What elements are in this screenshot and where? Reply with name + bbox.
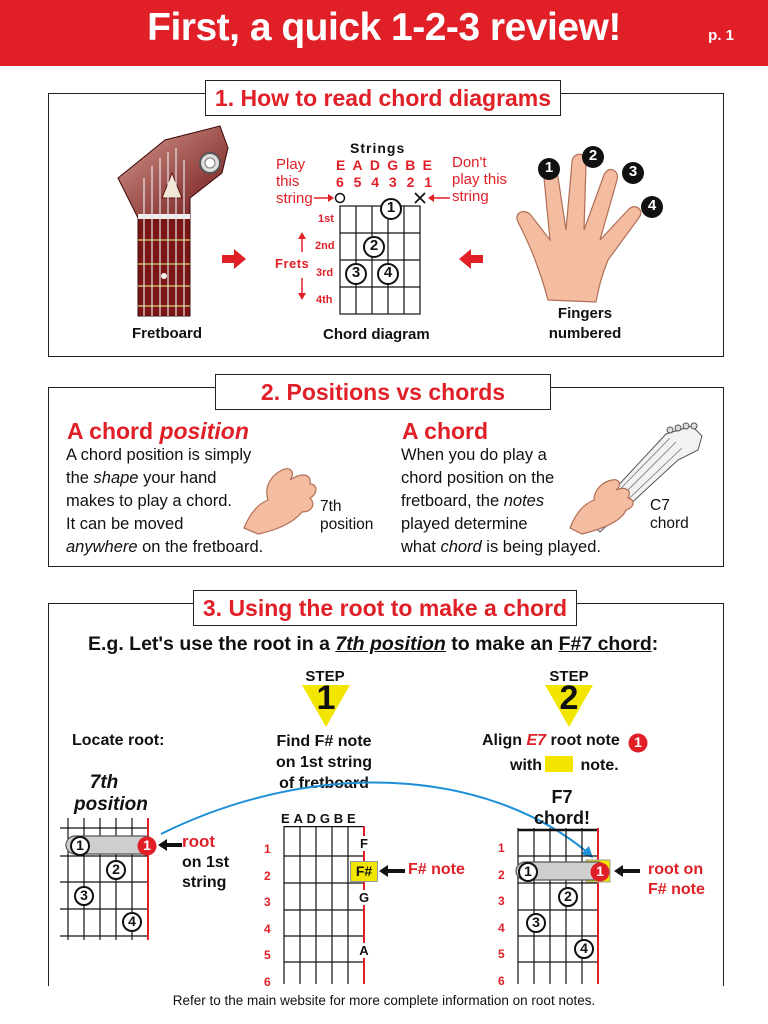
section-2-title: 2. Positions vs chords: [215, 374, 551, 410]
f7-finger-2-dot-label: 2: [564, 888, 572, 904]
string-number: 3: [388, 174, 397, 190]
finger-number-2-label: 2: [588, 147, 598, 164]
f7-chord-heading: F7 chord!: [534, 787, 590, 828]
f7-finger-3-dot-label: 3: [532, 914, 540, 930]
string-number: 6: [336, 174, 344, 190]
fretboard-label: Fretboard: [132, 325, 203, 342]
fretboard-illustration: [110, 118, 240, 323]
a-chord-heading: A chord: [402, 418, 489, 444]
a-chord-text: When you do play a chord position on the fretboard, the notes played determine what chord is being played.: [401, 446, 601, 556]
f-sharp-note-label: F# note: [408, 861, 465, 878]
finger-number-4-label: 4: [647, 197, 657, 214]
string-number: 2: [406, 174, 415, 190]
string-name: A: [352, 157, 363, 173]
locate-root-label: Locate root:: [72, 732, 165, 749]
step-1-word: STEP: [305, 668, 345, 685]
section-3-title: 3. Using the root to make a chord: [193, 590, 577, 626]
root-on-note-arrow-icon: [614, 864, 640, 878]
step-1-number: 1: [316, 679, 336, 717]
string-number: 1: [424, 174, 432, 190]
string-name: B: [405, 157, 416, 173]
finger-3-dot-label: 3: [80, 887, 88, 903]
f7-finger-4-dot-label: 4: [580, 940, 588, 956]
dont-play-annotation: Don't play this string: [452, 154, 508, 205]
fret-numbers-column: 1 2 3 4 5 6: [264, 842, 271, 989]
arrow-right-icon: [220, 248, 248, 270]
chord-position-text: A chord position is simply the shape your hand makes to play a chord. It can be moved anywhere on the fretboard.: [66, 446, 264, 556]
frets-arrows-icon: [297, 232, 307, 302]
finger-number-1-label: 1: [544, 159, 554, 176]
finger-number-3-label: 3: [628, 163, 638, 180]
align-instruction-line2: with note.: [510, 757, 619, 774]
string-letters-row: EADGBE: [281, 811, 360, 826]
note-a: A: [357, 943, 371, 958]
string-name: G: [387, 157, 399, 173]
frets-heading: Frets: [275, 256, 310, 271]
chord-diagram-label: Chord diagram: [323, 326, 430, 343]
finger-4-dot-label: 4: [128, 913, 136, 929]
yellow-note-swatch: [545, 756, 573, 772]
chord-position-heading: A chord position: [67, 418, 249, 444]
finger-2-dot-label: 2: [369, 237, 379, 254]
finger-4-dot-label: 4: [383, 264, 393, 281]
f7-barre-finger-1-label: 1: [524, 863, 532, 879]
fret-label-1st: 1st: [318, 213, 334, 225]
step-2-number: 2: [559, 679, 579, 717]
c7-chord-caption: C7 chord: [650, 497, 689, 532]
barre-finger-1-label: 1: [76, 837, 84, 853]
example-heading: E.g. Let's use the root in a 7th position to make an F#7 chord:: [88, 633, 659, 655]
page-number: p. 1: [708, 27, 734, 44]
section-1-title: 1. How to read chord diagrams: [205, 80, 561, 116]
string-number: 4: [371, 174, 380, 190]
f7-root-dot-label: 1: [596, 863, 604, 879]
fret-label-2nd: 2nd: [315, 240, 335, 252]
f7-fret-numbers-column: 1 2 3 4 5 6: [498, 841, 505, 988]
hand-position-illustration: [238, 458, 320, 538]
seventh-position-heading: 7th position: [74, 772, 148, 815]
finger-1-dot-label: 1: [386, 199, 396, 216]
note-f-sharp: F#: [350, 861, 378, 882]
strings-heading: Strings: [350, 140, 406, 156]
fret-label-3rd: 3rd: [316, 267, 334, 279]
fingers-numbered-label: Fingers numbered: [548, 305, 622, 342]
note-g: G: [358, 890, 370, 905]
arrow-left-icon: [457, 248, 485, 270]
on-1st-string-label: on 1st string: [182, 854, 230, 891]
find-note-instruction: Find F# note on 1st string of fretboard: [275, 733, 372, 792]
root-note-1-label: 1: [634, 734, 642, 750]
play-string-annotation: Play this string: [276, 156, 313, 207]
align-instruction-line1: Align E7 root note: [482, 732, 620, 749]
page-title: First, a quick 1-2-3 review!: [147, 6, 621, 49]
finger-2-dot-label: 2: [112, 861, 120, 877]
seventh-position-caption: 7th position: [320, 498, 374, 533]
note-f: F: [357, 836, 371, 851]
string-names-row: [336, 157, 432, 173]
root-dot-label: 1: [143, 837, 151, 853]
root-on-note-label: root on F# note: [648, 861, 705, 898]
string-name: E: [336, 157, 346, 173]
f-sharp-pointer-arrow-icon: [379, 864, 405, 878]
fret-label-4th: 4th: [316, 294, 333, 306]
root-label: root: [182, 832, 216, 851]
string-name: E: [422, 157, 432, 173]
finger-3-dot-label: 3: [351, 264, 361, 281]
step-2-word: STEP: [549, 668, 589, 685]
string-name: D: [369, 157, 380, 173]
string-number: 5: [353, 174, 362, 190]
footer-note: Refer to the main website for more complete information on root notes.: [172, 993, 596, 1008]
